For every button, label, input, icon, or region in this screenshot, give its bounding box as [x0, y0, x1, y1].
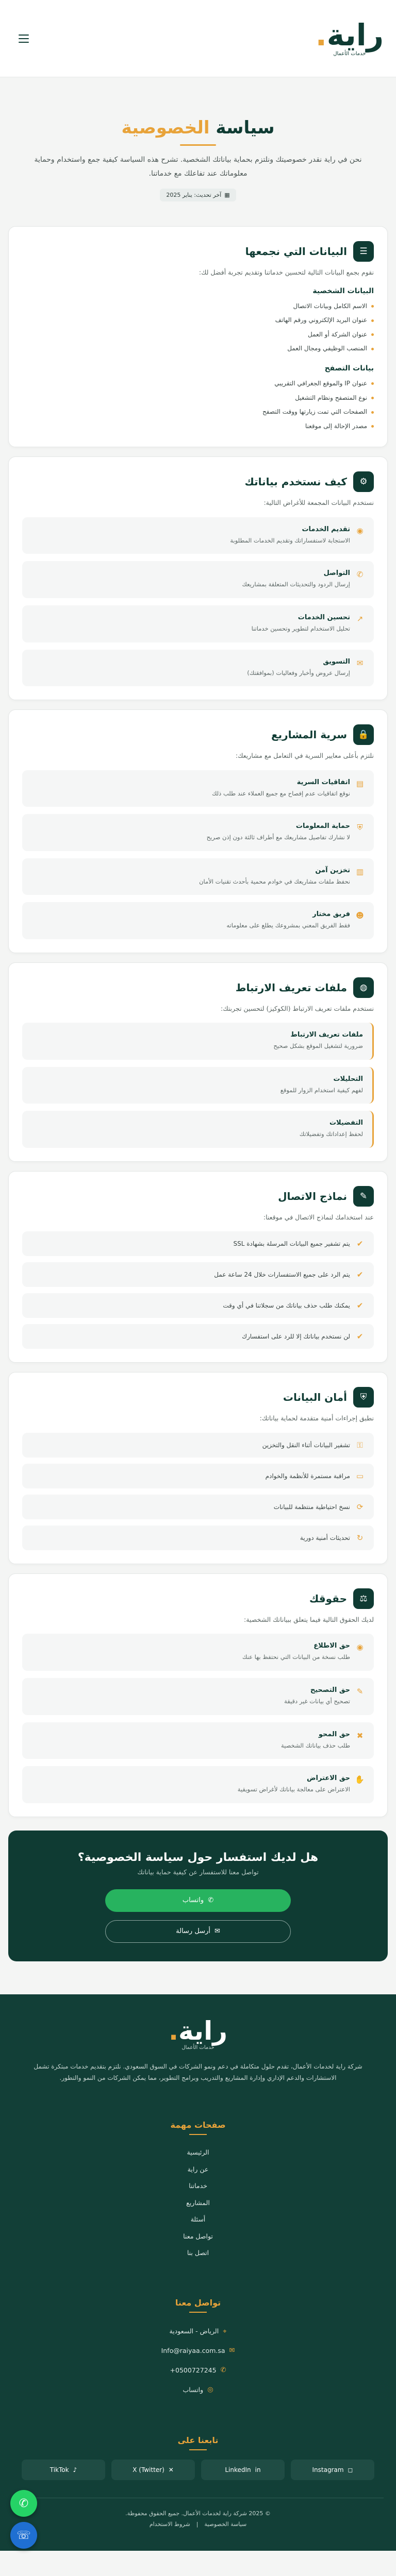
- list-item: ↻ تحديثات أمنية دورية: [22, 1526, 374, 1550]
- section-your-rights: [8, 1573, 388, 1817]
- footer-link[interactable]: تواصل معنا: [183, 2232, 213, 2240]
- section-data-security: [8, 1372, 388, 1564]
- phone-icon: ✆: [356, 570, 364, 580]
- list-item: ✖ حق المحو طلب حذف بياناتك الشخصية: [22, 1722, 374, 1759]
- shield-icon: ⛨: [357, 823, 363, 833]
- hero: [0, 77, 396, 217]
- page-intro: نحن في راية نقدر خصوصيتك ونلتزم بحماية بياناتك الشخصية. تشرح هذه السياسة كيفية جمع واستخدام وحماية معلوماتك عند تفاعلك مع خدماتنا.: [34, 156, 362, 178]
- key-icon: ⚿: [357, 1440, 363, 1450]
- section-intro: نطبق إجراءات أمنية متقدمة لحماية بياناتك:: [259, 1414, 374, 1422]
- monitor-icon: ▭: [356, 1471, 364, 1481]
- location-icon: ⌖: [223, 2327, 227, 2335]
- site-header: [0, 0, 396, 77]
- list-item: ✉ التسويق إرسال عروض وأخبار وفعاليات (بموافقتك): [22, 650, 374, 687]
- list-item: ✋ حق الاعتراض الاعتراض على معالجة بياناتك لأغراض تسويقية: [22, 1766, 374, 1803]
- email-icon: ✉: [229, 2347, 235, 2355]
- check-icon: ✔: [356, 1301, 364, 1311]
- list-item: ✔ يتم الرد على جميع الاستفسارات خلال 24 ساعة عمل: [22, 1262, 374, 1287]
- section-title: البيانات التي نجمعها: [245, 245, 347, 258]
- list-item: ☻ فريق مختار فقط الفريق المعني بمشروعك يطلع على معلوماته: [22, 902, 374, 939]
- cta-subtitle: تواصل معنا للاستفسار عن كيفية حماية بياناتك: [137, 1868, 259, 1876]
- section-intro: نقوم بجمع البيانات التالية لتحسين خدماتنا وتقديم تجربة أفضل لك:: [199, 268, 374, 277]
- footer-pages-title: صفحات مهمة: [170, 2120, 226, 2130]
- list-item: ▥ تخزين آمن نحفظ ملفات مشاريعك في خوادم محمية بأحدث تقنيات الأمان: [22, 858, 374, 895]
- eye-icon: ◉: [356, 526, 364, 535]
- edit-icon: ✎: [356, 1687, 364, 1696]
- footer-contact-list: [12, 2322, 384, 2400]
- tiktok-icon: ♪: [73, 2466, 77, 2474]
- section-title: أمان البيانات: [283, 1391, 347, 1404]
- envelope-icon: ✉: [214, 1927, 220, 1936]
- footer-follow-title: تابعنا على: [177, 2435, 219, 2446]
- x-icon: ✕: [168, 2466, 174, 2474]
- footer-description: شركة راية لخدمات الأعمال، تقدم حلول متكاملة في دعم ونمو الشركات في السوق السعودي. نلتزم بتقديم خدمات مبتكرة تشمل الاستشارات والدعم الإداري وإدارة المشاريع والتدريب وبرامج التطوير، مما يمكن الشركات من النمو والتطور.: [34, 2062, 362, 2082]
- calendar-icon: ▦: [224, 192, 230, 199]
- footer-link[interactable]: الرئيسية: [187, 2148, 209, 2157]
- section-intro: نلتزم بأعلى معايير السرية في التعامل مع مشاريعك:: [235, 752, 374, 760]
- bullet-list: [22, 377, 374, 433]
- footer-bottom: © 2025 شركة راية لخدمات الأعمال. جميع الحقوق محفوظة. سياسة الخصوصية | شروط الاستخدام: [12, 2498, 384, 2530]
- footer-pages-list: [12, 2144, 384, 2262]
- whatsapp-icon: ✆: [19, 2497, 29, 2510]
- eye-icon: ◉: [356, 1642, 364, 1652]
- list-item: ✔ لن نستخدم بياناتك إلا للرد على استفسارك: [22, 1324, 374, 1349]
- whatsapp-icon: ✆: [208, 1896, 214, 1905]
- list-item: ⛨ حماية المعلومات لا نشارك تفاصيل مشاريعك مع أطراف ثالثة دون إذن صريح: [22, 814, 374, 851]
- hand-icon: ✋: [355, 1775, 365, 1785]
- list-item: ◉ حق الاطلاع طلب نسخة من البيانات التي نحتفظ بها عنك: [22, 1634, 374, 1671]
- floating-call-button[interactable]: [10, 2522, 37, 2549]
- update-icon: ↻: [356, 1533, 364, 1543]
- section-title: حقوقك: [309, 1592, 347, 1605]
- user-shield-icon: ⚖: [353, 1588, 374, 1609]
- contact-phone[interactable]: ✆ 0500727245+: [12, 2361, 384, 2380]
- list-item: عنوان IP والموقع الجغرافي التقريبي: [22, 377, 374, 391]
- terms-link[interactable]: شروط الاستخدام: [149, 2521, 190, 2528]
- section-intro: لديك الحقوق التالية فيما يتعلق ببياناتك الشخصية:: [244, 1615, 374, 1623]
- footer-contact-title: تواصل معنا: [175, 2297, 221, 2308]
- check-icon: ✔: [356, 1332, 364, 1342]
- list-item: ▤ اتفاقيات السرية نوقع اتفاقيات عدم إفصاح مع جميع العملاء عند طلب ذلك: [22, 770, 374, 807]
- phone-icon: ☏: [16, 2529, 31, 2542]
- menu-icon[interactable]: [12, 27, 35, 50]
- server-icon: ▥: [356, 867, 364, 876]
- list-item: عنوان البريد الإلكتروني ورقم الهاتف: [22, 313, 374, 328]
- team-icon: ☻: [356, 911, 364, 921]
- section-project-confidentiality: [8, 709, 388, 953]
- list-item: ⟳ نسخ احتياطية منتظمة للبيانات: [22, 1495, 374, 1519]
- list-item: المنصب الوظيفي ومجال العمل: [22, 342, 374, 356]
- list-item: ✔ يتم تشفير جميع البيانات المرسلة بشهادة SSL: [22, 1231, 374, 1256]
- backup-icon: ⟳: [356, 1502, 364, 1512]
- list-item: ملفات تعريف الارتباط ضرورية لتشغيل الموقع بشكل صحيح: [22, 1023, 374, 1060]
- list-item: التحليلات لفهم كيفية استخدام الزوار للموقع: [22, 1067, 374, 1104]
- floating-whatsapp-button[interactable]: [10, 2490, 37, 2517]
- social-links: [12, 2460, 384, 2480]
- phone-icon: ✆: [220, 2366, 226, 2375]
- page-title: سياسة الخصوصية: [121, 117, 275, 138]
- list-item: ✆ التواصل إرسال الردود والتحديثات المتعلقة بمشاريعك: [22, 561, 374, 598]
- footer-link[interactable]: المشاريع: [186, 2198, 210, 2207]
- list-item: ✔ يمكنك طلب حذف بياناتك من سجلاتنا في أي وقت: [22, 1293, 374, 1318]
- bullet-list: [22, 299, 374, 356]
- trash-icon: ✖: [356, 1731, 364, 1740]
- gears-icon: ⚙: [353, 471, 374, 492]
- section-contact-forms: [8, 1171, 388, 1363]
- instagram-icon: ◻: [348, 2466, 353, 2474]
- section-data-usage: [8, 456, 388, 700]
- list-item: التفضيلات لحفظ إعداداتك وتفضيلاتك: [22, 1111, 374, 1148]
- linkedin-icon: in: [255, 2466, 261, 2474]
- subsection-title: بيانات التصفح: [324, 364, 374, 373]
- list-item: الاسم الكامل وبيانات الاتصال: [22, 299, 374, 314]
- updated-badge: ▦ آخر تحديث: يناير 2025: [160, 189, 236, 201]
- contact-email[interactable]: ✉ Info@raiyaa.com.sa: [12, 2341, 384, 2361]
- logo-subtitle: خدمات الأعمال: [333, 51, 366, 57]
- section-title: ملفات تعريف الارتباط: [235, 981, 347, 994]
- list-item: ⚿ تشفير البيانات أثناء النقل والتخزين: [22, 1433, 374, 1458]
- subsection-title: البيانات الشخصية: [312, 286, 374, 295]
- contact-location: ⌖ الرياض - السعودية: [12, 2322, 384, 2342]
- list-item: ▭ مراقبة مستمرة للأنظمة والخوادم: [22, 1464, 374, 1488]
- footer-logo[interactable]: راية. خدمات الأعمال: [168, 2015, 228, 2050]
- lock-icon: 🔒: [353, 724, 374, 745]
- copyright: © 2025 شركة راية لخدمات الأعمال. جميع الحقوق محفوظة.: [125, 2510, 271, 2517]
- list-item: ◉ تقديم الخدمات الاستجابة لاستفساراتك وتقديم الخدمات المطلوبة: [22, 517, 374, 554]
- logo-text: راية.: [315, 18, 384, 53]
- section-intro: نستخدم ملفات تعريف الارتباط (الكوكيز) لتحسين تجربتك:: [221, 1004, 374, 1012]
- footer-link[interactable]: اتصل بنا: [187, 2249, 209, 2257]
- form-icon: ✎: [353, 1186, 374, 1207]
- privacy-link[interactable]: سياسة الخصوصية: [204, 2521, 247, 2528]
- section-cookies: [8, 962, 388, 1162]
- check-icon: ✔: [356, 1270, 364, 1280]
- linkedin-button[interactable]: in LinkedIn: [201, 2460, 285, 2480]
- footer-link[interactable]: عن راية: [187, 2165, 209, 2173]
- section-title: نماذج الاتصال: [278, 1190, 347, 1202]
- title-divider: [180, 144, 216, 146]
- section-intro: عند استخدامك لنماذج الاتصال في موقعنا:: [263, 1213, 374, 1221]
- whatsapp-icon: ◎: [207, 2385, 213, 2394]
- cookie-icon: ◍: [353, 977, 374, 998]
- check-icon: ✔: [356, 1239, 364, 1249]
- footer-link[interactable]: خدماتنا: [189, 2182, 207, 2190]
- x-twitter-button[interactable]: ✕ X (Twitter): [111, 2460, 195, 2480]
- instagram-button[interactable]: ◻ Instagram: [291, 2460, 374, 2480]
- tiktok-button[interactable]: ♪ TikTok: [22, 2460, 105, 2480]
- list-item: الصفحات التي تمت زيارتها ووقت التصفح: [22, 405, 374, 419]
- list-item: عنوان الشركة أو العمل: [22, 328, 374, 342]
- list-item: ↗ تحسين الخدمات تحليل الاستخدام لتطوير وتحسين خدماتنا: [22, 605, 374, 642]
- section-data-collection: [8, 226, 388, 447]
- section-title: سرية المشاريع: [271, 728, 347, 741]
- file-contract-icon: ▤: [356, 778, 364, 788]
- whatsapp-button[interactable]: ✆ واتساب: [105, 1889, 291, 1912]
- list-item: مصدر الإحالة إلى موقعنا: [22, 419, 374, 434]
- site-logo[interactable]: [316, 20, 384, 57]
- chart-icon: ↗: [356, 614, 364, 624]
- database-icon: ☰: [353, 241, 374, 262]
- contact-cta: [8, 1831, 388, 1961]
- contact-whatsapp[interactable]: ◎ واتساب: [12, 2380, 384, 2400]
- cta-title: هل لديك استفسار حول سياسة الخصوصية؟: [77, 1851, 319, 1864]
- site-footer: [0, 1994, 396, 2551]
- section-title: كيف نستخدم بياناتك: [244, 476, 347, 488]
- section-intro: نستخدم البيانات المجمعة للأغراض التالية:: [263, 499, 374, 507]
- list-item: ✎ حق التصحيح تصحيح أي بيانات غير دقيقة: [22, 1678, 374, 1715]
- list-item: نوع المتصفح ونظام التشغيل: [22, 391, 374, 405]
- send-message-button[interactable]: ✉ أرسل رسالة: [105, 1920, 291, 1943]
- footer-link[interactable]: أسئلة: [190, 2215, 206, 2224]
- shield-check-icon: ⛨: [353, 1387, 374, 1408]
- megaphone-icon: ✉: [356, 658, 364, 668]
